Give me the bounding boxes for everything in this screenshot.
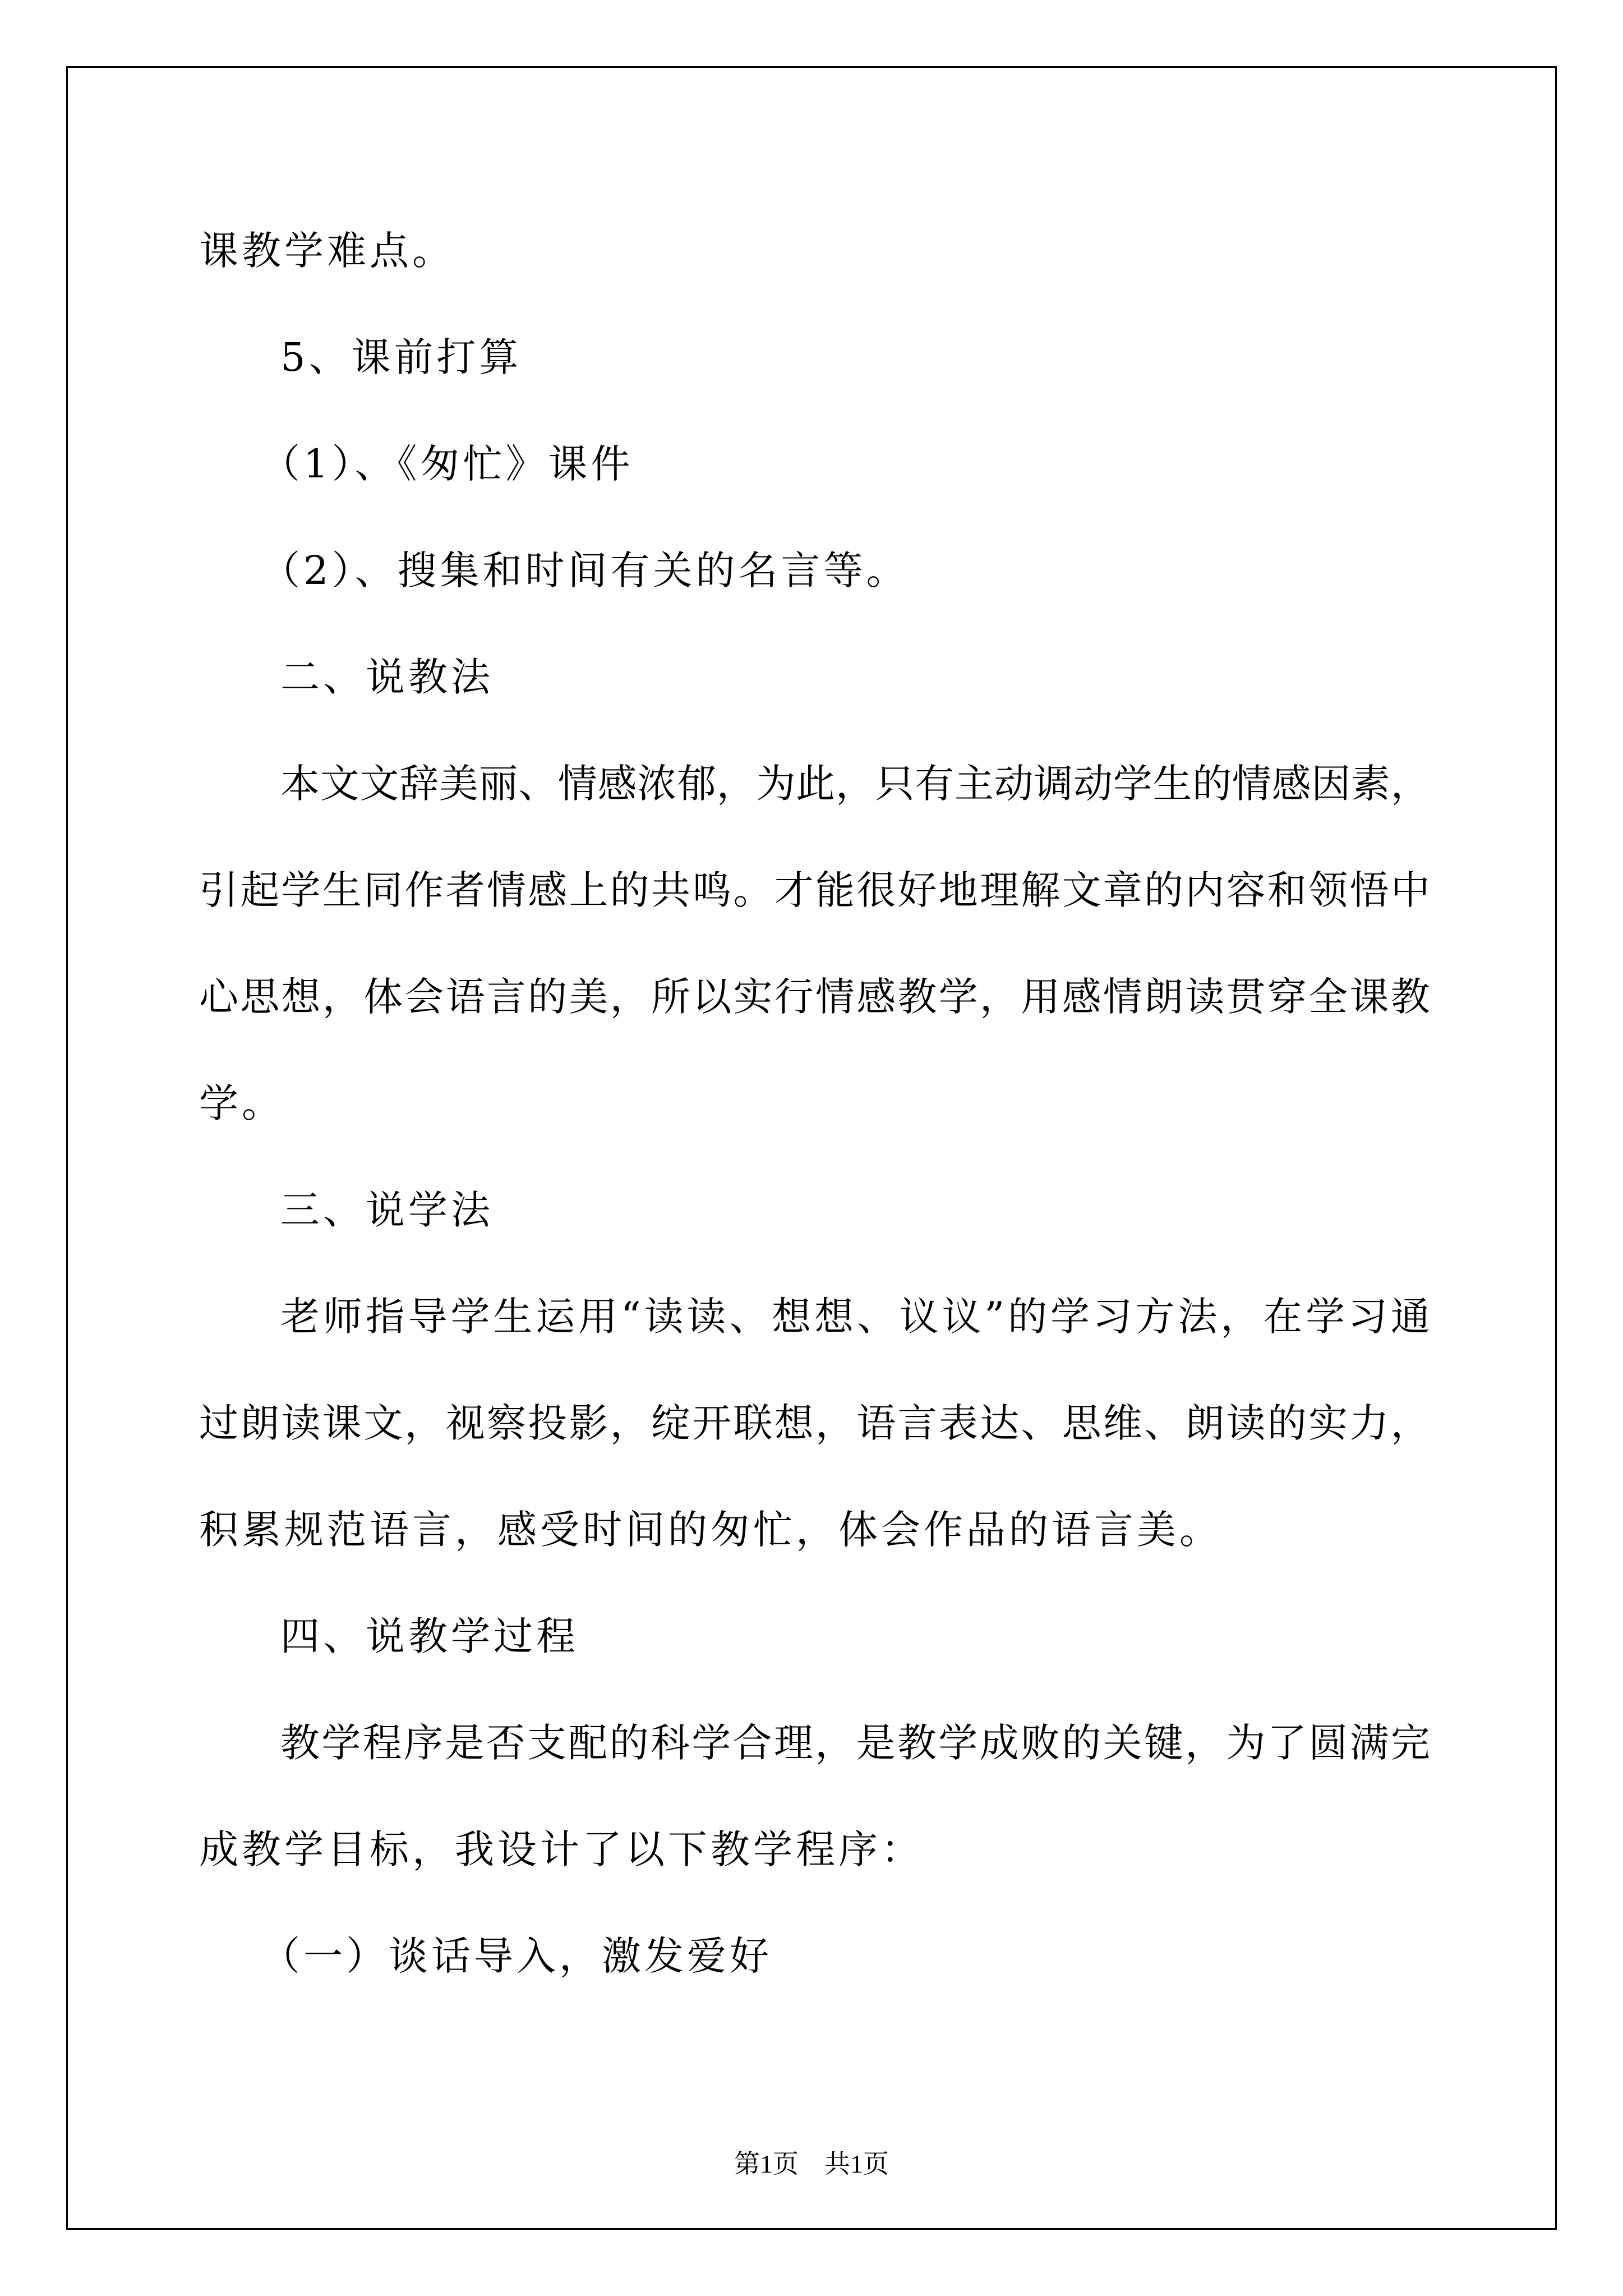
paragraph-line: 本 文 文 辞 美 丽 、 情 感 浓 郁 ， 为 此 ， 只 有 主 动 调 动 学 生 的 情 感 因 素 ， bbox=[280, 761, 1430, 807]
text-line: （1）、《匆忙》课件 bbox=[261, 441, 634, 487]
paragraph-line: 老 师 指 导 学 生 运 用 “ 读 读 、 想 想 、 议 议 ” 的 学 习 方 法 ， 在 学 习 通 bbox=[280, 1294, 1430, 1340]
paragraph-line: 过 朗 读 课 文 ， 视 察 投 影 ， 绽 开 联 想 ， 语 言 表 达 、 思 维 、 朗 读 的 实 力 ， bbox=[199, 1400, 1430, 1446]
section-heading: 四、说教学过程 bbox=[280, 1613, 579, 1659]
paragraph-line: 积累规范语言，感受时间的匆忙，体会作品的语言美。 bbox=[199, 1507, 1222, 1553]
subsection-heading: （一）谈话导入，激发爱好 bbox=[261, 1933, 772, 1979]
paragraph-line: 教 学 程 序 是 否 支 配 的 科 学 合 理 ， 是 教 学 成 败 的 关 键 ， 为 了 圆 满 完 bbox=[280, 1720, 1430, 1766]
page-border bbox=[66, 66, 1557, 2230]
page-footer: 第1页 共1页 bbox=[734, 2150, 889, 2178]
paragraph-line: 学。 bbox=[199, 1080, 284, 1126]
text-line: 5、课前打算 bbox=[280, 334, 522, 380]
paragraph-line: 心 思 想 ， 体 会 语 言 的 美 ， 所 以 实 行 情 感 教 学 ， 用 感 情 朗 读 贯 穿 全 课 教 bbox=[199, 974, 1430, 1020]
paragraph-line: 引 起 学 生 同 作 者 情 感 上 的 共 鸣 。 才 能 很 好 地 理 解 文 章 的 内 容 和 领 悟 中 bbox=[199, 867, 1430, 913]
text-line: 课教学难点。 bbox=[199, 228, 455, 274]
paragraph-line: 成教学目标，我设计了以下教学程序： bbox=[199, 1826, 924, 1872]
text-line: （2）、搜集和时间有关的名言等。 bbox=[261, 547, 909, 593]
section-heading: 二、说教法 bbox=[280, 654, 494, 700]
section-heading: 三、说学法 bbox=[280, 1187, 494, 1233]
